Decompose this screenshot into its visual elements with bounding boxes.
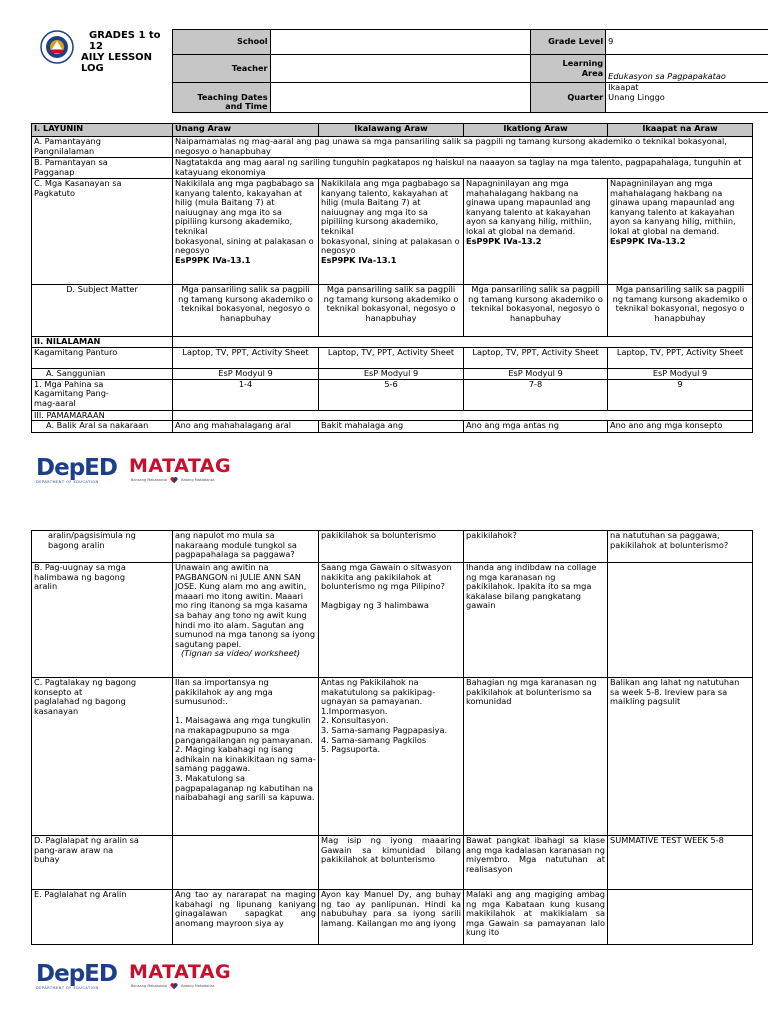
- pag-uugnay-day1-note: (Tignan sa video/ worksheet): [181, 648, 301, 659]
- pag-uugnay-day1: Unawain ang awitin na PAGBANGON ni JULIE ANN SAN JOSE. Kung alam mo ang awitin, maaari mo itong awitin. Maaari mo ring itanong sa mga kasama sa bahay ang tono ng awit kung hindi mo ito alam. Sagutan ang sumunod na mga tanong sa iyong sagutang papel. (Tignan sa video/ worksheet): [173, 563, 319, 678]
- pagtalakay-day4: Balikan ang lahat ng natutuhan sa week 5-8. Ireview para sa maikling pagsulit: [608, 678, 753, 836]
- footer-logos-2: [36, 962, 231, 990]
- pahina-day3: 7-8: [464, 379, 608, 410]
- title-line2: AILY LESSON LOG: [81, 51, 153, 74]
- column-day4: Ikaapat na Araw: [608, 124, 753, 137]
- balik-aral-day2: Bakit mahalaga ang: [319, 421, 464, 433]
- paglalahat-day4: [608, 890, 753, 945]
- sanggunian-day3: EsP Modyul 9: [464, 368, 608, 379]
- matatag-logo-2: [117, 962, 231, 990]
- kagamitan-day4: Laptop, TV, PPT, Activity Sheet: [608, 347, 753, 368]
- row-label-paglalahat: E. Paglalahat ng Aralin: [32, 890, 173, 945]
- pamantayang-pangnilalaman-value: Naipamamalas ng mag-aaral ang pag unawa sa mga pansariling salik sa pagpili ng tamang kursong akademiko o teknikal bokasyonal, negosyo o hanapbuhay: [173, 137, 753, 158]
- deped-logo-text: DepED: [36, 454, 117, 481]
- dates-field[interactable]: [270, 83, 530, 113]
- row-label-pamantayang-pangnilalaman: A. Pamantayang Pangnilalaman: [32, 137, 173, 158]
- deped-logo-sub: DEPARTMENT OF EDUCATION: [36, 479, 99, 484]
- row-label-paglalapat: D. Paglalapat ng aralin sa pang-araw araw na buhay: [32, 836, 173, 890]
- heart-icon: [170, 982, 178, 990]
- balik-aral-cont-day4: na natutuhan sa paggawa, pakikilahok at bolunterismo?: [608, 531, 753, 563]
- paglalapat-day2: Mag isip ng iyong maaaring Gawain sa kimunidad bilang pakikilahok at bolunterismo: [319, 836, 464, 890]
- paglalahat-day1: Ang tao ay nararapat na maging kabahagi ng lipunang kaniyang ginagalawan sapagkat ang anomang mayroon siya ay: [173, 890, 319, 945]
- kasanayan-day2: Nakikilala ang mga pagbabago sa kanyang talento, kakayahan at hilig (mula Baitang 7) at naiuugnay ang mga ito sa pipiliing kursong akademiko, teknikal bokasyonal, sining at palakasan o negosyo EsP9PK IVa-13.1: [319, 179, 464, 285]
- pag-uugnay-day4: [608, 563, 753, 678]
- kagamitan-day1: Laptop, TV, PPT, Activity Sheet: [173, 347, 319, 368]
- pag-uugnay-day2: Saang mga Gawain o sitwasyon nakikita ang pakikilahok at bolunterismo ng mga Pilipino? Magbigay ng 3 halimbawa: [319, 563, 464, 678]
- subject-matter-day4: Mga pansariling salik sa pagpili ng tamang kursong akademiko o teknikal bokasyonal, negosyo o hanapbuhay: [608, 285, 753, 337]
- section-nilalaman: II. NILALAMAN: [32, 337, 173, 348]
- balik-aral-cont-day1: ang napulot mo mula sa nakaraang module tungkol sa pagpapahalaga sa paggawa?: [173, 531, 319, 563]
- paglalahat-day2: Ayon kay Manuel Dy, ang buhay ng tao ay panlipunan. Hindi ka nabubuhay para sa iyong sarili lamang. Kailangan mo ang iyong: [319, 890, 464, 945]
- column-day1: Unang Araw: [173, 124, 319, 137]
- balik-aral-day3: Ano ang mga antas ng: [464, 421, 608, 433]
- matatag-sub1-2: Bansang Makabansa: [130, 984, 168, 988]
- balik-aral-cont-day3: pakikilahok?: [464, 531, 608, 563]
- column-day3: Ikatlong Araw: [464, 124, 608, 137]
- grade-level-label: Grade Level: [530, 30, 605, 55]
- sanggunian-day4: EsP Modyul 9: [608, 368, 753, 379]
- matatag-sub2: Batang Makabansa: [181, 478, 215, 482]
- row-label-pagtalakay: C. Pagtalakay ng bagong konsepto at paglalahad ng bagong kasanayan: [32, 678, 173, 836]
- matatag-logo-text: MATATAG: [128, 455, 232, 477]
- pamantayan-sa-pagganap-value: Nagtatakda ang mag aaral ng sariling tunguhin pagkatapos ng haiskul na naaayon sa taglay na mga talento, pagpapahalaga, tunguhin at katayuang ekonomiya: [173, 158, 753, 179]
- kasanayan-day1-code: EsP9PK IVa-13.1: [175, 254, 251, 265]
- kasanayan-day4-code: EsP9PK IVa-13.2: [610, 235, 686, 246]
- kasanayan-day3: Napagninilayan ang mga mahahalagang hakbang na ginawa upang mapaunlad ang kanyang talento at kakayahan ayon sa kanyang hilig, mithiin, lokal at global na demand. EsP9PK IVa-13.2: [464, 179, 608, 285]
- quarter-label: Quarter: [530, 83, 605, 113]
- row-label-balik-aral-cont: aralin/pagsisimula ng bagong aralin: [32, 531, 173, 563]
- balik-aral-day4: Ano ano ang mga konsepto: [608, 421, 753, 433]
- sanggunian-day1: EsP Modyul 9: [173, 368, 319, 379]
- row-label-kagamitang-panturo: Kagamitang Panturo: [32, 347, 173, 368]
- header-table: [31, 29, 768, 113]
- heart-icon: [170, 476, 178, 484]
- nilalaman-spacer: [173, 337, 753, 348]
- section-pamamaraan: III. PAMAMARAAN: [32, 410, 173, 421]
- kasanayan-day1: Nakikilala ang mga pagbabago sa kanyang talento, kakayahan at hilig (mula Baitang 7) at naiuugnay ang mga ito sa pipiliing kursong akademiko, teknikal bokasyonal, sining at palakasan o negosyo EsP9PK IVa-13.1: [173, 179, 319, 285]
- row-label-sanggunian: A. Sanggunian: [32, 368, 173, 379]
- section-layunin: I. LAYUNIN: [32, 124, 173, 137]
- kasanayan-day2-code: EsP9PK IVa-13.1: [321, 254, 397, 265]
- learning-area-field[interactable]: Edukasyon sa Pagpapakatao: [606, 55, 768, 83]
- row-label-pamantayan-sa-pagganap: B. Pamantayan sa Pagganap: [32, 158, 173, 179]
- deped-logo-sub-2: DEPARTMENT OF EDUCATION: [36, 985, 99, 990]
- pagtalakay-day1: Ilan sa importansya ng pakikilahok ay ang mga sumusunod:. 1. Maisagawa ang mga tungkulin na makapagpupuno sa mga pangangailangan ng pamayanan. 2. Maging kabahagi ng isang adhikain na kinakikitaan ng sama-samang paggawa. 3. Makatulong sa pagpapalaganap ng kabutihan na naibabahagi ang sarili sa kapuwa.: [173, 678, 319, 836]
- kagamitan-day2: Laptop, TV, PPT, Activity Sheet: [319, 347, 464, 368]
- kasanayan-day3-code: EsP9PK IVa-13.2: [466, 235, 542, 246]
- subject-matter-day1: Mga pansariling salik sa pagpili ng tamang kursong akademiko o teknikal bokasyonal, negosyo o hanapbuhay: [173, 285, 319, 337]
- balik-aral-day1: Ano ang mahahalagang aral: [173, 421, 319, 433]
- footer-logos-1: [36, 456, 231, 484]
- pamamaraan-spacer: [173, 410, 753, 421]
- teacher-label: Teacher: [173, 55, 270, 83]
- pahina-day1: 1-4: [173, 379, 319, 410]
- matatag-sub1: Bansang Makabansa: [130, 478, 168, 482]
- matatag-logo-text-2: MATATAG: [128, 961, 232, 983]
- grade-level-field[interactable]: 9: [606, 30, 768, 55]
- paglalahat-day3: Malaki ang ang magiging ambag ng mga Kabataan kung kusang makikilahok at makikialam sa mga Gawain sa pamayanan lalo kung ito: [464, 890, 608, 945]
- teacher-field[interactable]: [270, 55, 530, 83]
- pag-uugnay-day3: Ihanda ang indibdaw na collage ng mga karanasan ng pakikilahok. Ipakita ito sa mga kakalase bilang pangkatang gawain: [464, 563, 608, 678]
- quarter-field[interactable]: Ikaapat Unang Linggo: [606, 83, 768, 113]
- row-label-mga-pahina: 1. Mga Pahina sa Kagamitang Pang- mag-aaral: [32, 379, 173, 410]
- school-field[interactable]: [270, 30, 530, 55]
- deped-logo: [36, 454, 117, 484]
- pahina-day2: 5-6: [319, 379, 464, 410]
- balik-aral-cont-day2: pakikilahok sa bolunterismo: [319, 531, 464, 563]
- pagtalakay-day3: Bahagian ng mga karanasan ng pakikilahok at bolunterismo sa komunidad: [464, 678, 608, 836]
- row-label-kasanayan: C. Mga Kasanayan sa Pagkatuto: [32, 179, 173, 285]
- lesson-table-page2: [31, 530, 753, 945]
- column-day2: Ikalawang Araw: [319, 124, 464, 137]
- subject-matter-day3: Mga pansariling salik sa pagpili ng tamang kursong akademiko o teknikal bokasyonal, negosyo o hanapbuhay: [464, 285, 608, 337]
- deped-logo-text-2: DepED: [36, 960, 117, 987]
- sanggunian-day2: EsP Modyul 9: [319, 368, 464, 379]
- paglalapat-day3: Bawat pangkat ibahagi sa klase ang mga kadalasan karanasan ng miyembro. Mga natutuhan at realisasyon: [464, 836, 608, 890]
- paglalapat-day1: [173, 836, 319, 890]
- title-line1: GRADES 1 to 12: [89, 29, 161, 52]
- dates-label: Teaching Dates and Time: [173, 83, 270, 113]
- row-label-pag-uugnay: B. Pag-uugnay sa mga halimbawa ng bagong aralin: [32, 563, 173, 678]
- subject-matter-day2: Mga pansariling salik sa pagpili ng tamang kursong akademiko o teknikal bokasyonal, negosyo o hanapbuhay: [319, 285, 464, 337]
- pahina-day4: 9: [608, 379, 753, 410]
- row-label-balik-aral: A. Balik Aral sa nakaraan: [32, 421, 173, 433]
- learning-area-label: Learning Area: [530, 55, 605, 83]
- paglalapat-day4: SUMMATIVE TEST WEEK 5-8: [608, 836, 753, 890]
- matatag-logo: [117, 456, 231, 484]
- row-label-subject-matter: D. Subject Matter: [32, 285, 173, 337]
- pagtalakay-day2: Antas ng Pakikilahok na makatutulong sa pakikipag-ugnayan sa pamayanan. 1.Impormasyon. 2. Konsultasyon. 3. Sama-samang Pagpapasiya. 4. Sama-samang Pagkilos 5. Pagsuporta.: [319, 678, 464, 836]
- deped-logo-2: [36, 960, 117, 990]
- matatag-sub2-2: Batang Makabansa: [181, 984, 215, 988]
- kagamitan-day3: Laptop, TV, PPT, Activity Sheet: [464, 347, 608, 368]
- kasanayan-day4: Napagninilayan ang mga mahahalagang hakbang na ginawa upang mapaunlad ang kanyang talento at kakayahan ayon sa kanyang hilig, mithiin, lokal at global na demand. EsP9PK IVa-13.2: [608, 179, 753, 285]
- school-label: School: [173, 30, 270, 55]
- lesson-table-page1: [31, 123, 753, 433]
